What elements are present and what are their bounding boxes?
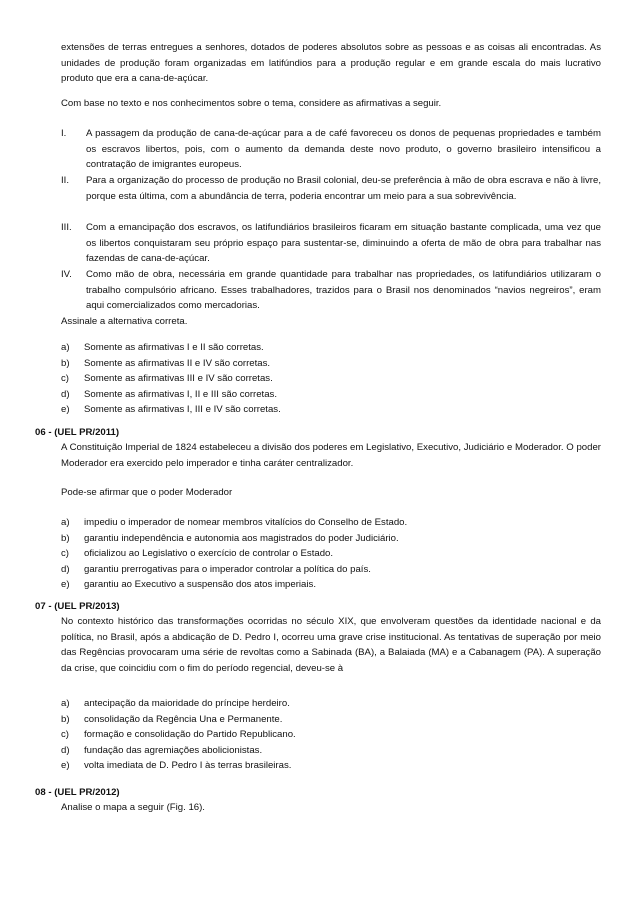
option-text: garantiu ao Executivo a suspensão dos atos imperiais. [84,579,316,591]
question-08-header: 08 - (UEL PR/2012) [35,787,120,798]
statement-list [61,126,601,314]
option-d[interactable] [61,562,601,578]
statement-item [61,126,601,173]
option-e[interactable] [61,402,601,418]
question-08-text: Analise o mapa a seguir (Fig. 16). [61,802,205,813]
option-text: fundação das agremiações abolicionistas. [84,744,263,756]
statement-text: Para a organização do processo de produção no Brasil colonial, deu-se preferência à mão de obra escrava e não à livre, porque esta última, com a abundância de terra, poderia encontrar um meio para a sua sobrevivência. [86,175,601,202]
option-marker: b) [61,532,70,544]
option-marker: c) [61,548,69,560]
option-marker: b) [61,357,70,369]
statement-item [61,267,601,314]
question-06-header: 06 - (UEL PR/2011) [35,427,120,438]
option-marker: a) [61,517,70,528]
option-b[interactable] [61,356,601,372]
question-06-text: A Constituição Imperial de 1824 estabeleceu a divisão dos poderes em Legislativo, Executivo, Judiciário e Moderador. O poder Moderador era exercido pelo imperador e tinha caráter centralizador. [61,442,601,469]
option-marker: c) [61,373,69,385]
option-b[interactable] [61,712,601,728]
option-a[interactable] [61,340,601,356]
question-06-options [61,515,601,593]
statement-text: A passagem da produção de cana-de-açúcar para a de café favoreceu os donos de pequenas propriedades e também os escravos libertos, pois, com o aumento da demanda deste novo produto, o governo brasileiro intensificou a contratação de imigrantes europeus. [86,128,601,171]
option-text: consolidação da Regência Una e Permanente. [84,713,283,725]
statement-item [61,173,601,220]
option-c[interactable] [61,546,601,562]
option-text: formação e consolidação do Partido Republicano. [84,729,296,741]
intro-continuation: extensões de terras entregues a senhores, dotados de poderes absolutos sobre as pessoas e as coisas ali encontradas. As unidades de produção foram organizadas em latifúndios para a produção regular e em grande escala do mais lucrativo produto que era a cana-de-açúcar. [61,42,601,85]
intro-instruction: Assinale a alternativa correta. [61,316,188,327]
option-b[interactable] [61,531,601,547]
option-text: Somente as afirmativas I, II e III são corretas. [84,388,278,400]
option-marker: d) [61,563,70,575]
question-06-prompt: Pode-se afirmar que o poder Moderador [61,487,233,498]
option-c[interactable] [61,371,601,387]
option-marker: e) [61,579,70,591]
option-text: antecipação da maioridade do príncipe herdeiro. [84,698,290,709]
option-text: Somente as afirmativas II e IV são corretas. [84,357,271,369]
intro-options [61,340,601,418]
statement-marker: I. [61,128,67,139]
option-e[interactable] [61,577,601,593]
option-c[interactable] [61,727,601,743]
statement-marker: III. [61,222,72,233]
option-text: Somente as afirmativas III e IV são corretas. [84,373,273,385]
statement-text: Como mão de obra, necessária em grande quantidade para trabalhar nas propriedades, os latifundiários utilizaram o trabalho compulsório africano. Esses trabalhadores, trazidos para o Brasil nos denominados “navios negreiros”, eram aqui comercializados como mercadorias. [86,269,601,312]
option-e[interactable] [61,758,601,774]
option-marker: d) [61,388,70,400]
option-marker: e) [61,404,70,416]
option-text: impediu o imperador de nomear membros vitalícios do Conselho de Estado. [84,517,408,528]
option-marker: d) [61,744,70,756]
option-marker: a) [61,342,70,353]
question-07-header: 07 - (UEL PR/2013) [35,601,120,612]
option-d[interactable] [61,743,601,759]
option-text: oficializou ao Legislativo o exercício de controlar o Estado. [84,548,334,560]
question-07-options [61,696,601,774]
option-marker: b) [61,713,70,725]
option-a[interactable] [61,696,601,712]
option-marker: c) [61,729,69,741]
statement-marker: IV. [61,269,72,280]
statement-text: Com a emancipação dos escravos, os latifundiários brasileiros ficaram em situação bastante complicada, uma vez que os libertos conquistaram seu próprio espaço para sustentar-se, diminuindo a oferta de mão de obra para trabalhar nas fazendas de cana-de-açúcar. [86,222,601,265]
option-marker: a) [61,698,70,709]
option-marker: e) [61,760,70,772]
intro-prompt: Com base no texto e nos conhecimentos sobre o tema, considere as afirmativas a seguir. [61,98,442,109]
option-text: garantiu independência e autonomia aos magistrados do poder Judiciário. [84,532,399,544]
option-text: Somente as afirmativas I, III e IV são corretas. [84,404,281,416]
option-d[interactable] [61,387,601,403]
question-07-text: No contexto histórico das transformações ocorridas no século XIX, que envolveram questões da identidade nacional e da política, no Brasil, após a abdicação de D. Pedro I, ocorreu uma grave crise institucional. As tentativas de superação por meio das Regências provocaram uma série de revoltas como a Sabinada (BA), a Balaiada (MA) e a Cabanagem (PA). A superação da crise, que coincidiu com o fim do período regencial, deveu-se à [61,616,601,674]
option-a[interactable] [61,515,601,531]
option-text: garantiu prerrogativas para o imperador controlar a política do país. [84,563,371,575]
statement-item [61,220,601,267]
option-text: Somente as afirmativas I e II são corretas. [84,342,264,353]
statement-marker: II. [61,175,69,186]
option-text: volta imediata de D. Pedro I às terras brasileiras. [84,760,292,772]
